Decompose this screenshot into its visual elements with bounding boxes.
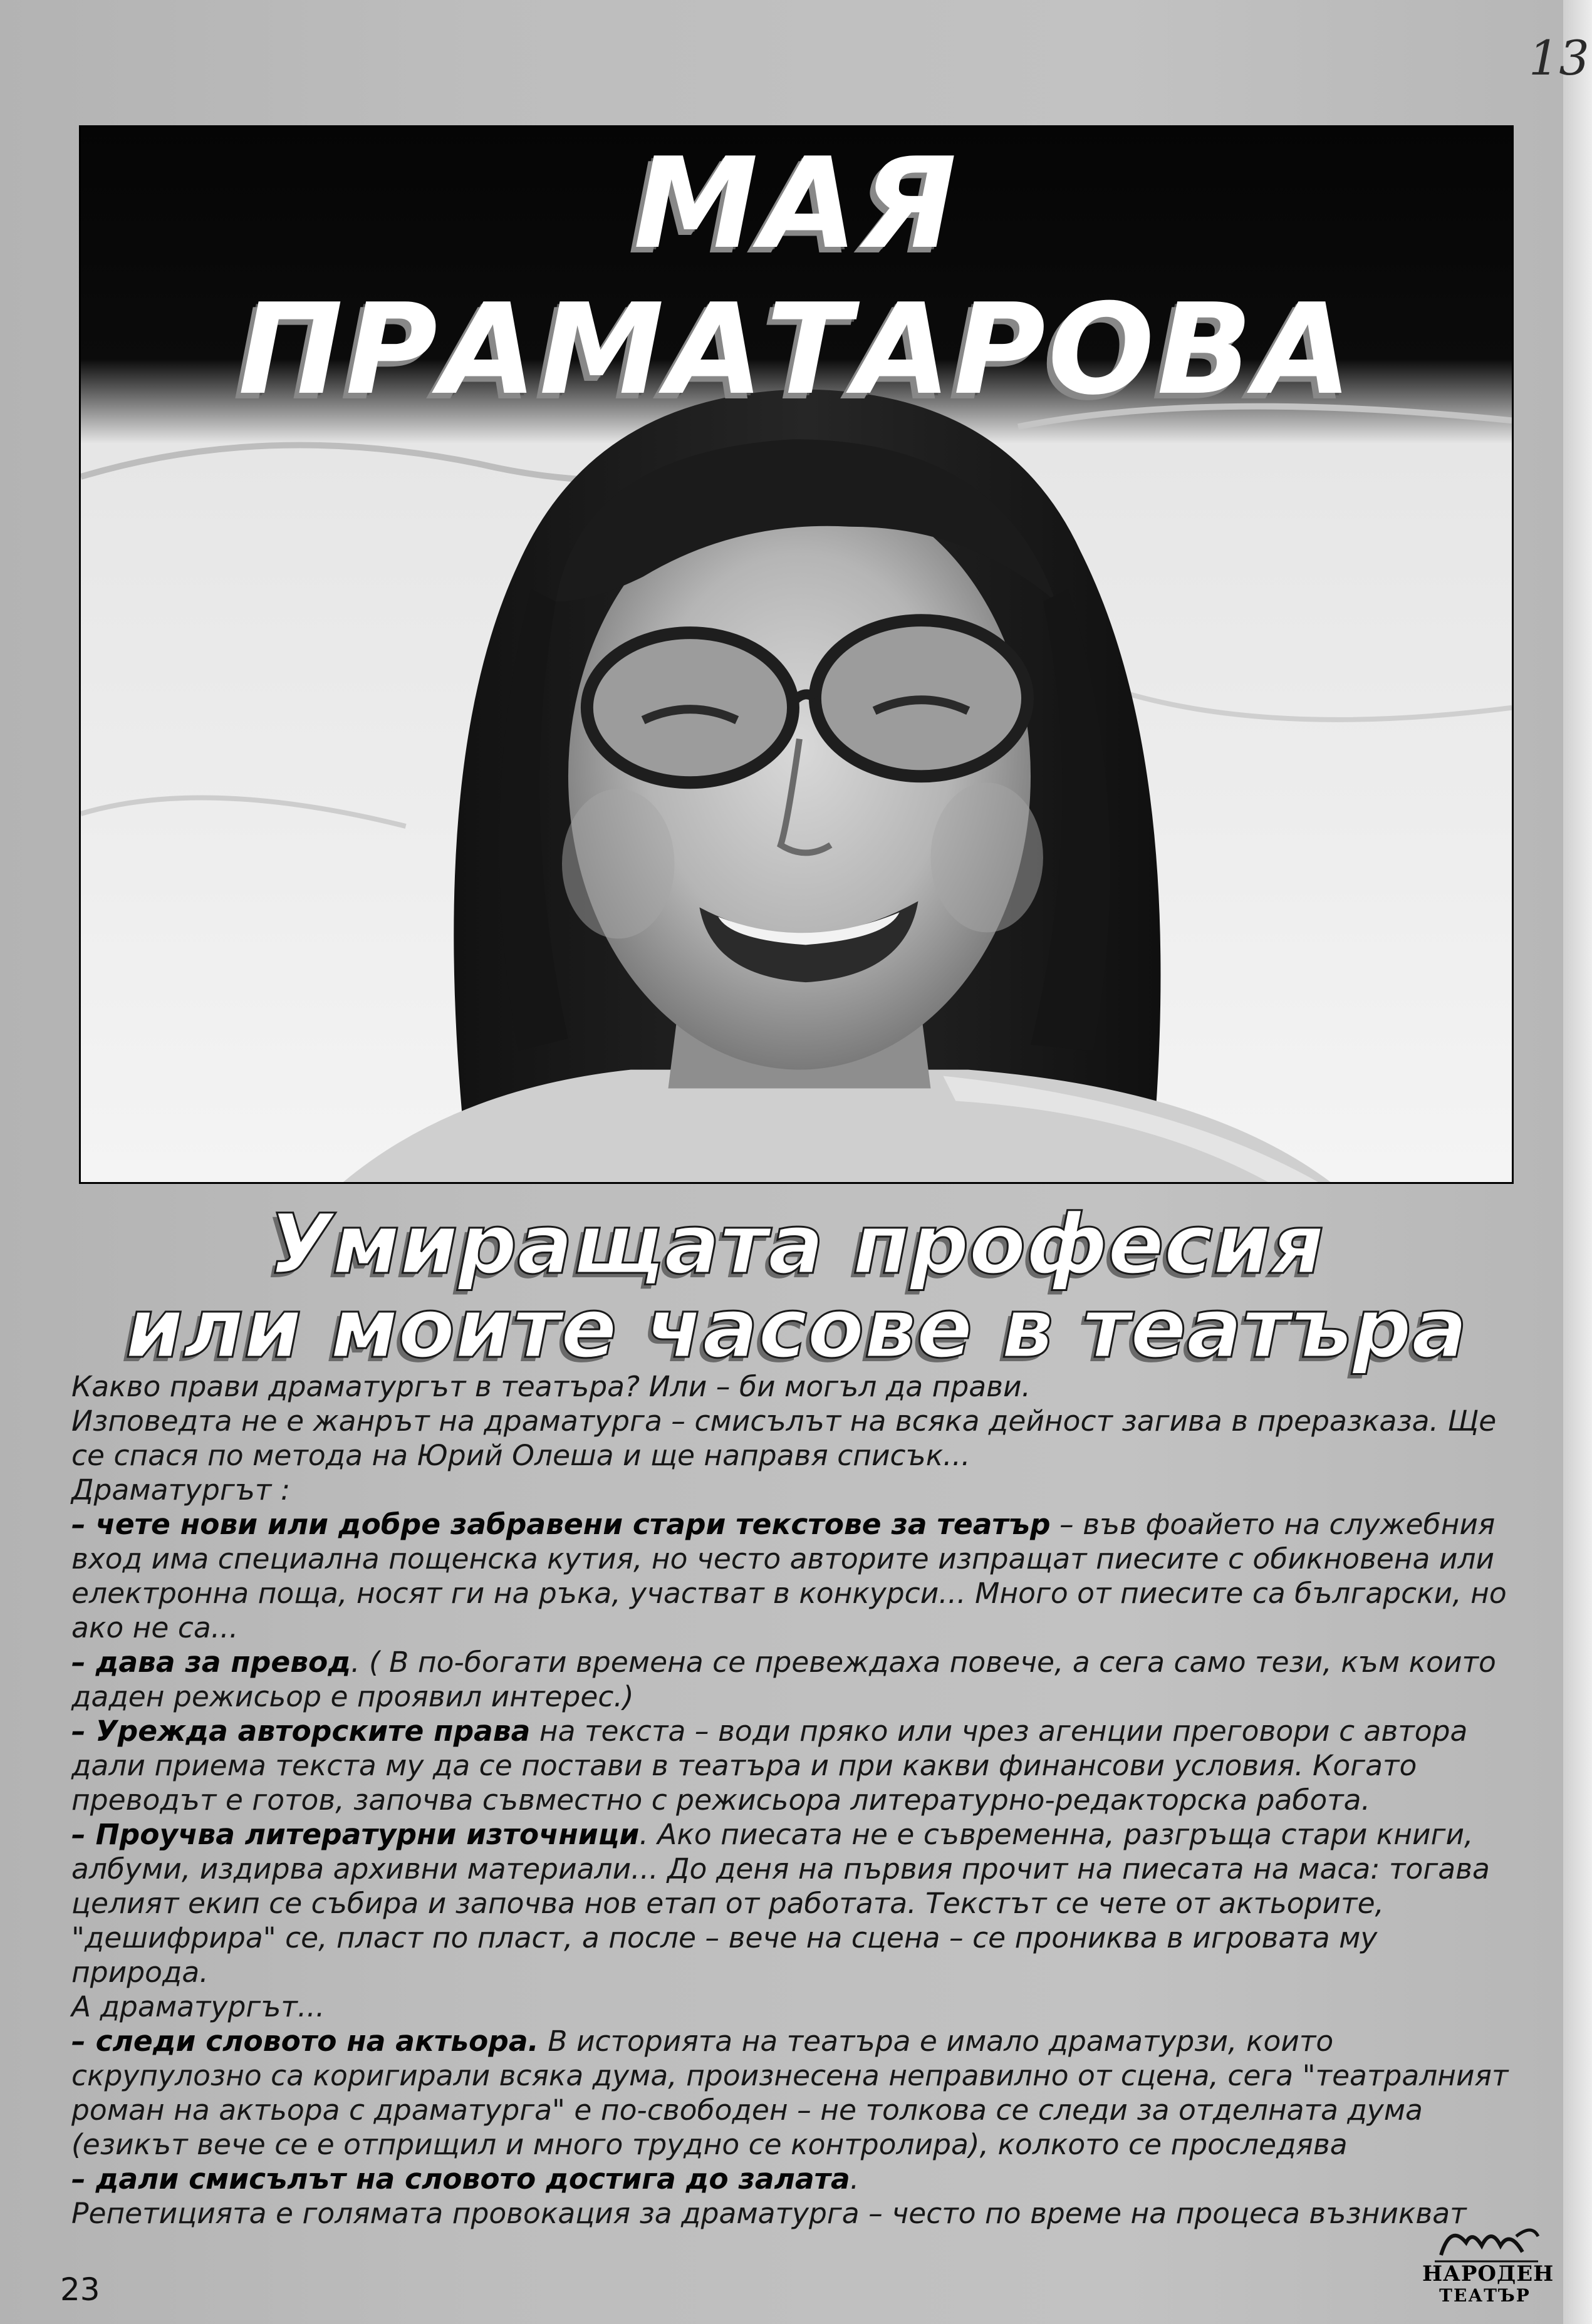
- paragraph-text: В историята на театъра е имало драматурзи, които скрупулозно са коригирали всяка дума, произнесена неправилно от сцена, сега "театралният роман на актьора с драматурга" е по-свободен – не толкова се следи за отделната дума (езикът вече се е отприщил и много трудно се контролира), колкото се проследява: [71, 2025, 1509, 2161]
- article-title-line-1: Умиращата професия: [268, 1196, 1324, 1293]
- paragraph: [71, 2024, 1519, 2162]
- article-body: [71, 1369, 1519, 2231]
- paragraph-text: Драматургът :: [71, 1473, 291, 1507]
- logo-emblem-icon: [1422, 2218, 1548, 2268]
- paragraph-text: Какво прави драматургът в театъра? Или – би могъл да прави.: [71, 1370, 1031, 1403]
- logo-text-line-1: НАРОДЕН: [1422, 2261, 1554, 2286]
- article-title: [79, 1196, 1514, 1377]
- paragraph-emphasis: – следи словото на актьора.: [71, 2025, 539, 2058]
- paragraph: [71, 1714, 1519, 1817]
- portrait-photo: [79, 125, 1514, 1184]
- paragraph-text: . Ако пиесата не е съвременна, разгръща стари книги, албуми, издирва архивни материали... До деня на първия прочит на пиесата на маса: тогава целият екип се събира и започва нов етап от работата. Текстът се чете от актьорите, "дешифрира" се, пласт по пласт, а после – вече на сцена – се прониква в игровата му природа.: [71, 1818, 1490, 1989]
- handwritten-page-mark: 13: [1529, 30, 1589, 86]
- paragraph-text: Репетицията е голямата провокация за драматурга – често по време на процеса възникват: [71, 2197, 1467, 2230]
- paragraph-text: – във фоайето на служебния вход има специална пощенска кутия, но често авторите изпращат пиесите с обикновена или електронна поща, носят ги на ръка, участват в конкурси... Много от пиесите са български, но ако не са...: [71, 1508, 1507, 1644]
- paragraph: [71, 1507, 1519, 1645]
- paragraph-emphasis: – чете нови или добре забравени стари текстове за театър: [71, 1508, 1051, 1541]
- paragraph-emphasis: – Урежда авторските права: [71, 1714, 531, 1748]
- national-theatre-logo-icon: [1422, 2218, 1554, 2311]
- page-number: 23: [60, 2271, 100, 2308]
- paragraph-emphasis: – Проучва литературни източници: [71, 1818, 640, 1851]
- author-name-heading: МАЯ ПРАМАТАРОВА: [238, 131, 1355, 423]
- page-edge: [1563, 0, 1592, 2324]
- paragraph: [71, 2162, 1519, 2196]
- paragraph-text: Изповедта не е жанрът на драматурга – смисълът на всяка дейност загива в преразказа. Ще се спася по метода на Юрий Олеша и ще направя списък...: [71, 1404, 1497, 1472]
- paragraph: [71, 1473, 1519, 1507]
- paragraph-text: А драматургът...: [71, 1990, 325, 2023]
- paragraph-text: на текста – води пряко или чрез агенции преговори с автора дали приема текста му да се постави в театъра и при какви финансови условия. Когато преводът е готов, започва съвместно с режисьора литературно-редакторска работа.: [71, 1714, 1468, 1817]
- paragraph: [71, 1369, 1519, 1404]
- paragraph: [71, 1817, 1519, 1989]
- paragraph-text: .: [850, 2162, 860, 2196]
- paragraph-text: . ( В по-богати времена се превеждаха повече, а сега само тези, към които даден режисьор е проявил интерес.): [71, 1646, 1496, 1713]
- paragraph-emphasis: – дали смисълът на словото достига до залата: [71, 2162, 850, 2196]
- paragraph: [71, 1404, 1519, 1473]
- paragraph: [71, 2196, 1519, 2231]
- article-title-line-2: или моите часове в театъра: [125, 1280, 1468, 1377]
- paragraph-emphasis: – дава за превод: [71, 1646, 351, 1679]
- paragraph: [71, 1989, 1519, 2024]
- paragraph: [71, 1645, 1519, 1714]
- logo-text-line-2: ТЕАТЪР: [1439, 2285, 1531, 2306]
